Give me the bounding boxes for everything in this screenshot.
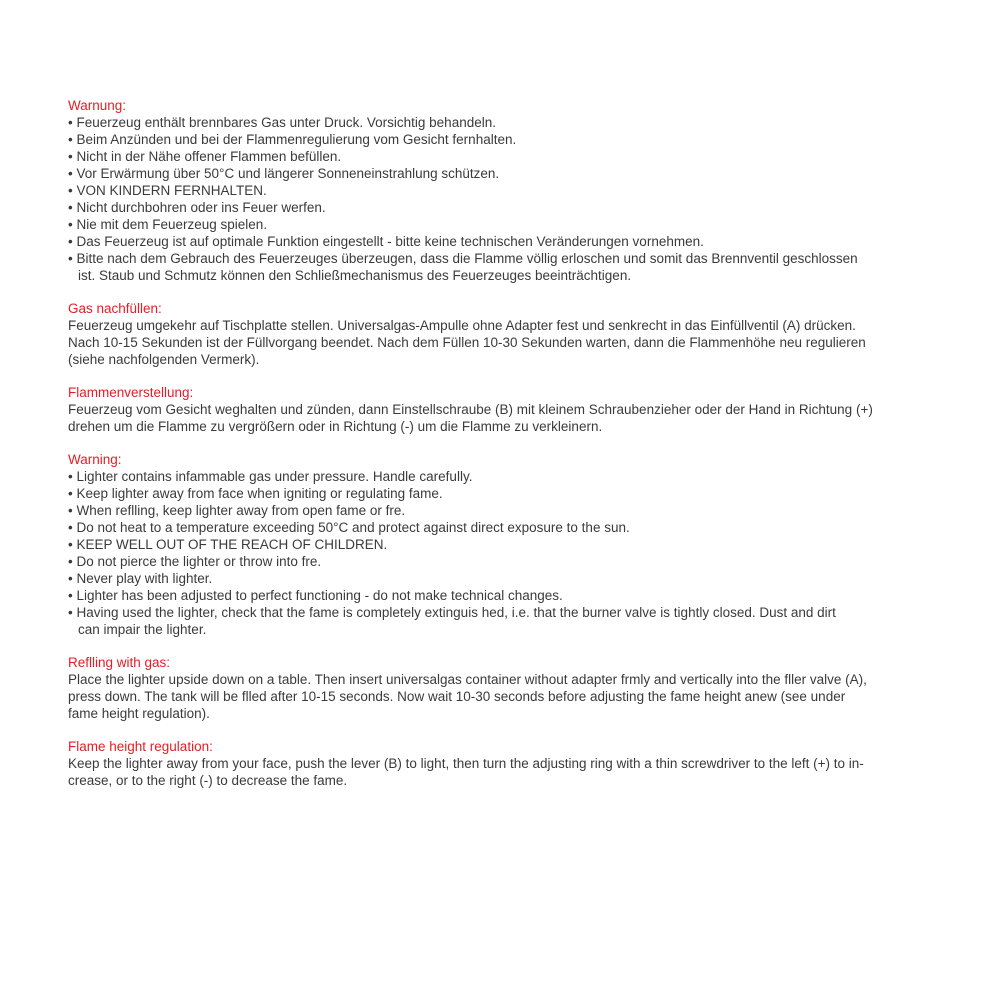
text-line: • Do not pierce the lighter or throw into fre. bbox=[68, 554, 322, 569]
text-line: • Lighter contains infammable gas under pressure. Handle carefully. bbox=[68, 469, 473, 484]
instruction-section bbox=[68, 738, 978, 789]
text-line: • When reflling, keep lighter away from open fame or fre. bbox=[68, 503, 406, 518]
section-heading: Gas nachfüllen: bbox=[68, 301, 162, 316]
instruction-section bbox=[68, 654, 978, 722]
text-line: ist. Staub und Schmutz können den Schließmechanismus des Feuerzeuges beeinträchtigen. bbox=[78, 268, 632, 283]
section-heading: Flammenverstellung: bbox=[68, 385, 194, 400]
section-heading: Reflling with gas: bbox=[68, 655, 171, 670]
text-line: • Never play with lighter. bbox=[68, 571, 213, 586]
text-line: Feuerzeug vom Gesicht weghalten und zünden, dann Einstellschraube (B) mit kleinem Schraubenzieher oder der Hand in Richtung (+) bbox=[68, 402, 873, 417]
text-line: Keep the lighter away from your face, push the lever (B) to light, then turn the adjusting ring with a thin screwdriver to the left (+) to in- bbox=[68, 756, 864, 771]
instruction-section bbox=[68, 97, 978, 284]
text-line: (siehe nachfolgenden Vermerk). bbox=[68, 352, 260, 367]
text-line: • Das Feuerzeug ist auf optimale Funktion eingestellt - bitte keine technischen Veränderungen vornehmen. bbox=[68, 234, 704, 249]
text-line: • Do not heat to a temperature exceeding 50°C and protect against direct exposure to the sun. bbox=[68, 520, 630, 535]
section-heading: Warnung: bbox=[68, 98, 127, 113]
text-line: • Having used the lighter, check that the fame is completely extinguis hed, i.e. that the burner valve is tightly closed. Dust and dirt bbox=[68, 605, 836, 620]
text-line: can impair the lighter. bbox=[78, 622, 207, 637]
text-line: crease, or to the right (-) to decrease the fame. bbox=[68, 773, 348, 788]
instruction-section bbox=[68, 300, 978, 368]
instruction-document bbox=[68, 97, 978, 805]
text-line: • Lighter has been adjusted to perfect functioning - do not make technical changes. bbox=[68, 588, 563, 603]
text-line: • Nicht in der Nähe offener Flammen befüllen. bbox=[68, 149, 342, 164]
section-heading: Flame height regulation: bbox=[68, 739, 213, 754]
text-line: • KEEP WELL OUT OF THE REACH OF CHILDREN. bbox=[68, 537, 388, 552]
section-heading: Warning: bbox=[68, 452, 122, 467]
text-line: fame height regulation). bbox=[68, 706, 210, 721]
text-line: • Vor Erwärmung über 50°C und längerer Sonneneinstrahlung schützen. bbox=[68, 166, 500, 181]
text-line: Place the lighter upside down on a table. Then insert universalgas container without adapter frmly and vertically into the fller valve (A), bbox=[68, 672, 867, 687]
text-line: • VON KINDERN FERNHALTEN. bbox=[68, 183, 267, 198]
instruction-section bbox=[68, 384, 978, 435]
text-line: drehen um die Flamme zu vergrößern oder in Richtung (-) um die Flamme zu verkleinern. bbox=[68, 419, 603, 434]
text-line: press down. The tank will be flled after 10-15 seconds. Now wait 10-30 seconds before adjusting the fame height anew (see under bbox=[68, 689, 846, 704]
text-line: • Bitte nach dem Gebrauch des Feuerzeuges überzeugen, dass die Flamme völlig erloschen und somit das Brennventil geschlossen bbox=[68, 251, 858, 266]
text-line: • Beim Anzünden und bei der Flammenregulierung vom Gesicht fernhalten. bbox=[68, 132, 517, 147]
text-line: Feuerzeug umgekehr auf Tischplatte stellen. Universalgas-Ampulle ohne Adapter fest und senkrecht in das Einfüllventil (A) drücken. bbox=[68, 318, 856, 333]
text-line: • Keep lighter away from face when igniting or regulating fame. bbox=[68, 486, 443, 501]
text-line: Nach 10-15 Sekunden ist der Füllvorgang beendet. Nach dem Füllen 10-30 Sekunden warten, dann die Flammenhöhe neu regulieren bbox=[68, 335, 866, 350]
text-line: • Nicht durchbohren oder ins Feuer werfen. bbox=[68, 200, 326, 215]
text-line: • Feuerzeug enthält brennbares Gas unter Druck. Vorsichtig behandeln. bbox=[68, 115, 496, 130]
text-line: • Nie mit dem Feuerzeug spielen. bbox=[68, 217, 268, 232]
instruction-section bbox=[68, 451, 978, 638]
